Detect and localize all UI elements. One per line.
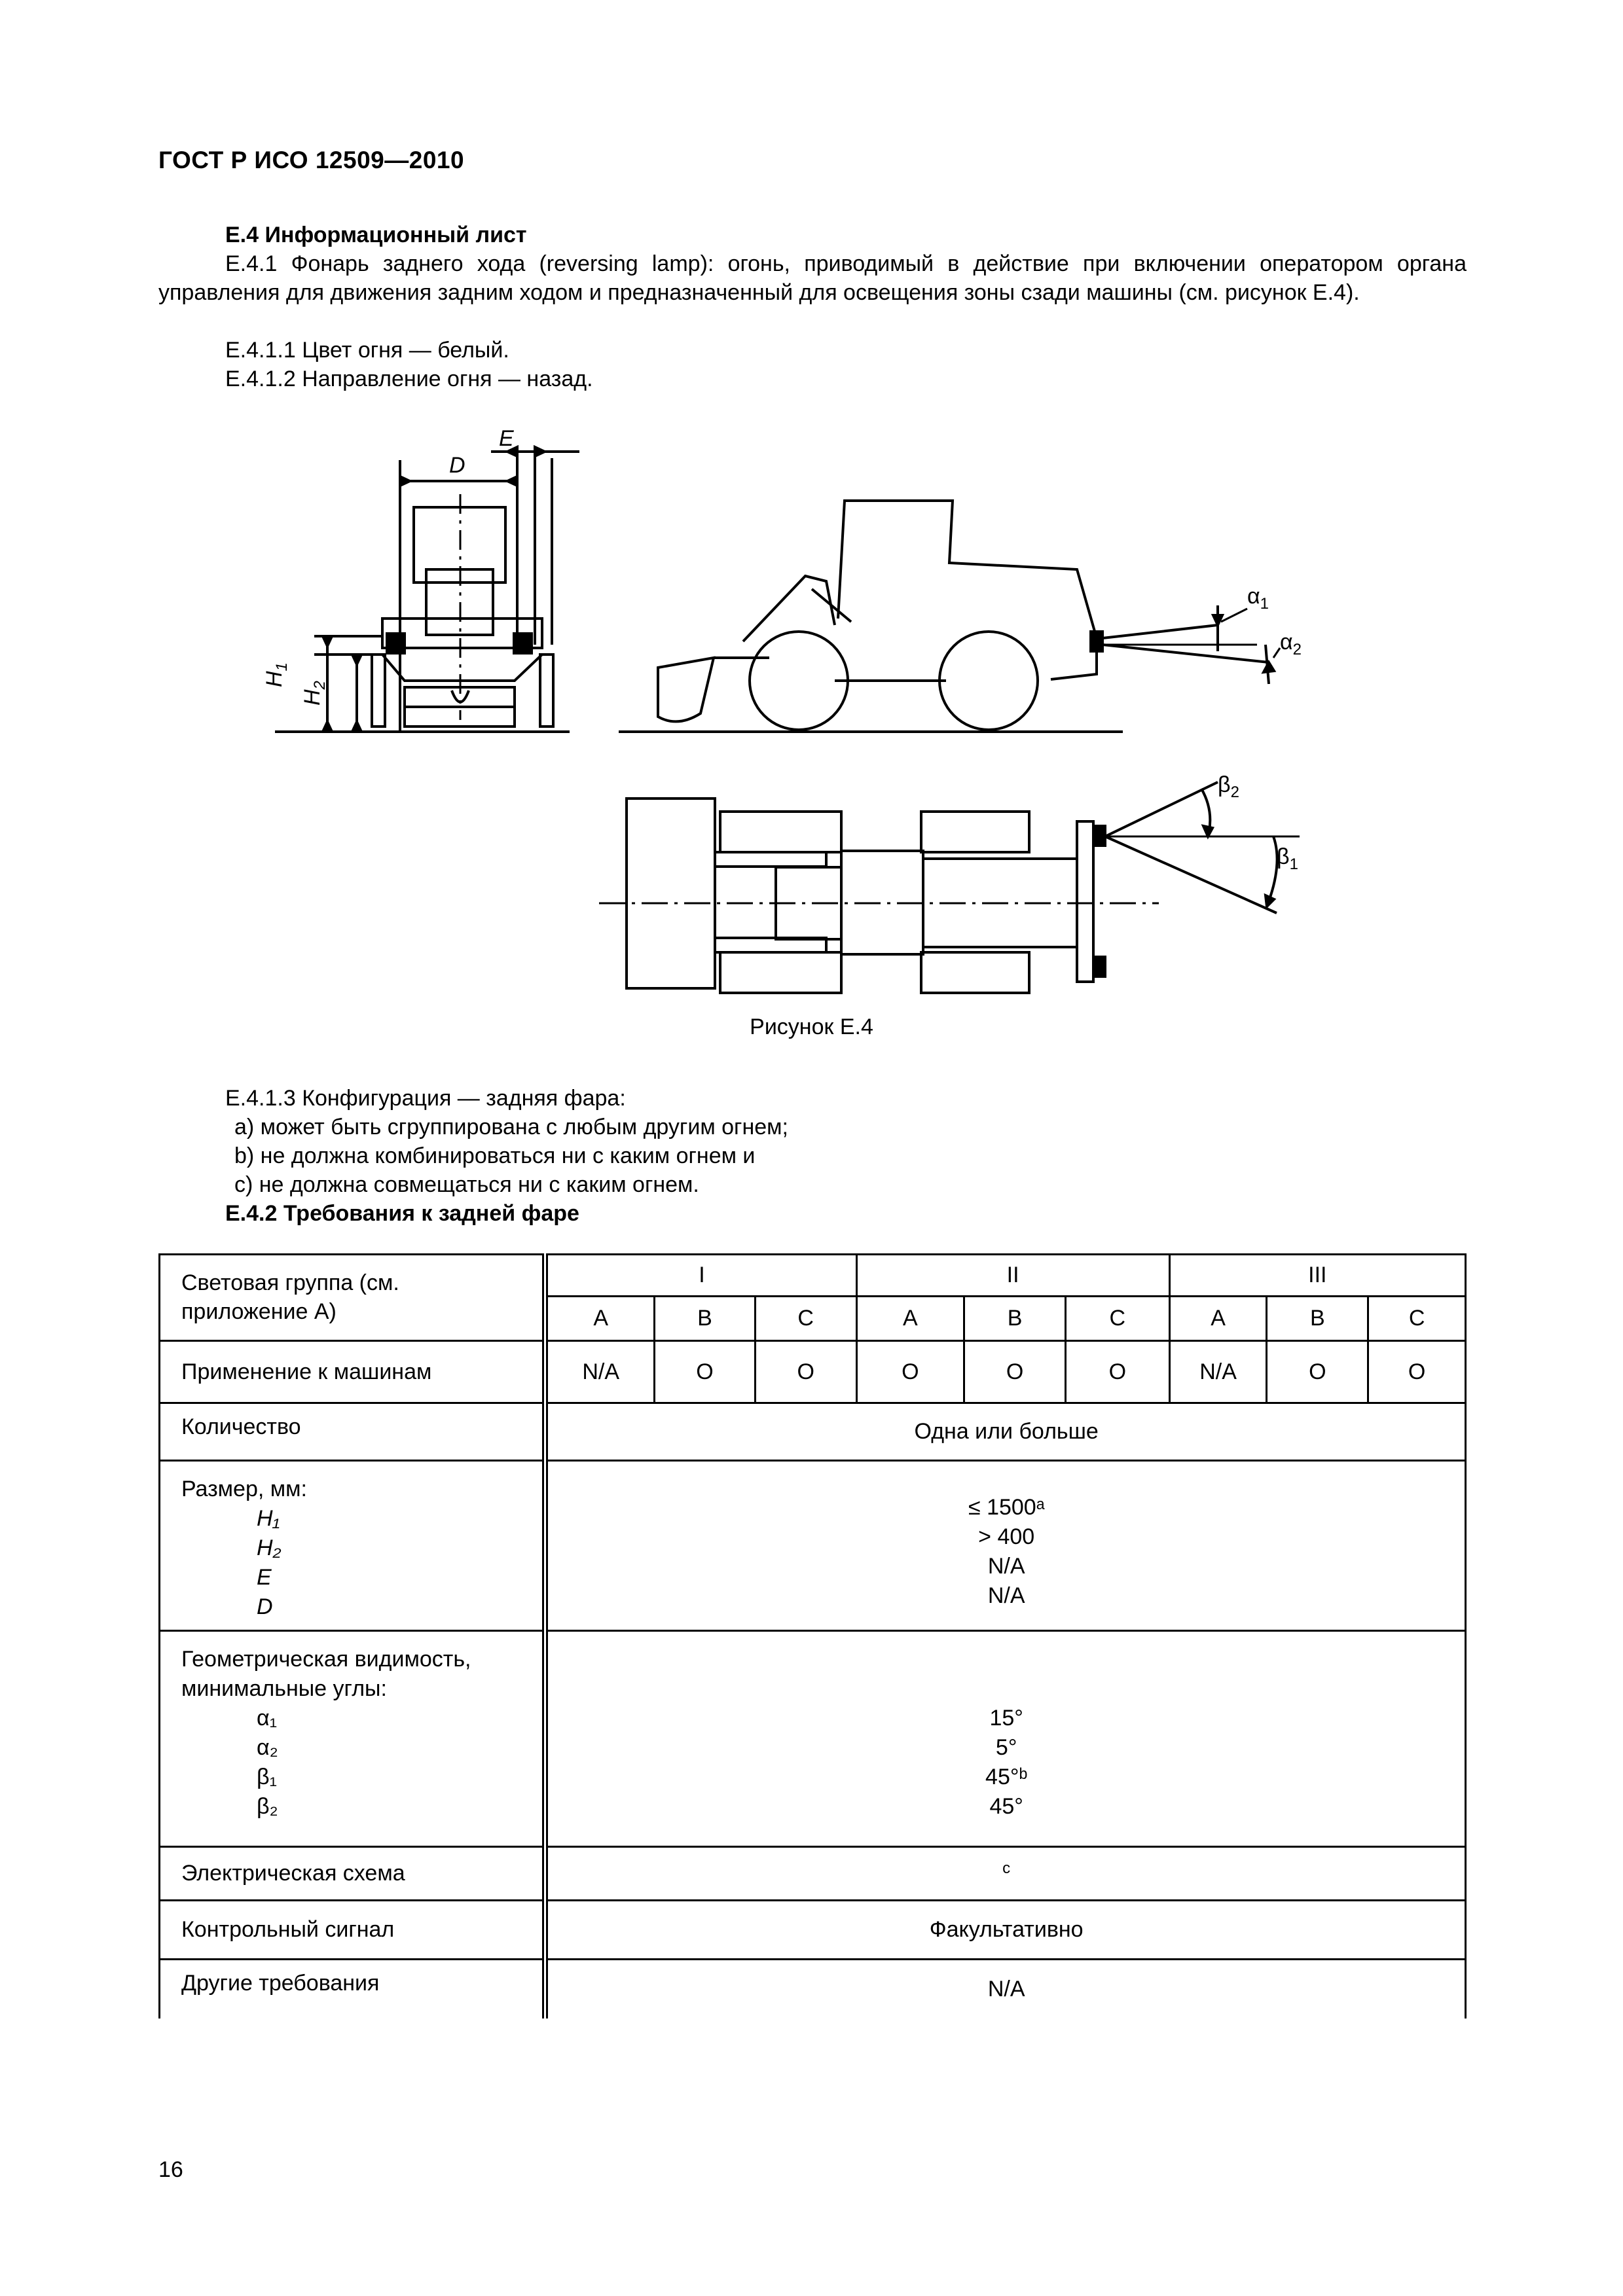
application-cell: N/A	[545, 1341, 655, 1403]
label-H1: $H_1$	[262, 662, 291, 687]
geometry-values	[545, 1631, 1466, 1847]
label-D: D	[449, 453, 465, 478]
geometry-label: минимальные углы:	[181, 1676, 387, 1701]
subgroup-cell: B	[655, 1297, 756, 1341]
paragraph-e413: Е.4.1.3 Конфигурация — задняя фара:	[225, 1086, 626, 1111]
subgroup-cell: A	[1169, 1297, 1267, 1341]
size-param: H₁	[257, 1506, 280, 1531]
application-cell: O	[1267, 1341, 1368, 1403]
size-label-cell	[160, 1461, 545, 1631]
geometry-value: 45°ᵇ	[985, 1765, 1028, 1789]
section-title: Е.4 Информационный лист	[225, 223, 527, 247]
application-cell: O	[964, 1341, 1066, 1403]
application-cell: O	[655, 1341, 756, 1403]
geometry-label: Геометрическая видимость,	[181, 1647, 471, 1672]
item-a: a) может быть сгруппирована с любым другим огнем;	[234, 1115, 788, 1139]
label-alpha2: $\alpha_2$	[1280, 630, 1302, 658]
figure-caption: Рисунок Е.4	[750, 1014, 873, 1039]
size-param: H₂	[257, 1535, 282, 1560]
application-label: Применение к машинам	[160, 1341, 545, 1403]
label-E: E	[499, 426, 514, 451]
quantity-label: Количество	[160, 1403, 545, 1461]
machine-side-view	[619, 501, 1280, 732]
application-cell: O	[755, 1341, 856, 1403]
control-value: Факультативно	[545, 1901, 1466, 1960]
machine-top-view	[599, 782, 1300, 993]
geometry-value: 15°	[989, 1706, 1023, 1731]
label-H2: $H_2$	[300, 681, 329, 706]
subgroup-cell: C	[755, 1297, 856, 1341]
group-label: Световая группа (см. приложение А)	[160, 1255, 545, 1341]
size-label: Размер, мм:	[181, 1477, 307, 1501]
group-header: III	[1169, 1255, 1465, 1297]
control-label: Контрольный сигнал	[160, 1901, 545, 1960]
paragraph-e411: Е.4.1.1 Цвет огня — белый.	[225, 338, 509, 363]
other-value: N/A	[545, 1960, 1466, 2018]
other-label: Другие требования	[160, 1960, 545, 2018]
paragraph-e41: Е.4.1 Фонарь заднего хода (reversing lamp): огонь, приводимый в действие при включении оператором органа управления для движения задним ходом и предназначенный для освещения зоны сзади машины (см. рисунок Е.4).	[158, 251, 1467, 305]
application-cell: O	[1368, 1341, 1466, 1403]
label-beta2: $\beta_2$	[1218, 772, 1239, 801]
label-alpha1: $\alpha_1$	[1247, 584, 1269, 613]
subgroup-cell: C	[1065, 1297, 1169, 1341]
geometry-param: β₂	[257, 1794, 278, 1819]
application-cell: O	[1065, 1341, 1169, 1403]
figure-e4	[0, 406, 1623, 1014]
paragraph-e412: Е.4.1.2 Направление огня — назад.	[225, 367, 593, 391]
section-e42: Е.4.2 Требования к задней фаре	[225, 1201, 579, 1226]
subgroup-cell: B	[964, 1297, 1066, 1341]
geometry-param: α₁	[257, 1706, 278, 1731]
size-value: N/A	[987, 1583, 1025, 1608]
subgroup-cell: B	[1267, 1297, 1368, 1341]
size-values	[545, 1461, 1466, 1631]
group-header: II	[856, 1255, 1169, 1297]
quantity-value: Одна или больше	[545, 1403, 1466, 1461]
document-header: ГОСТ Р ИСО 12509—2010	[158, 147, 465, 173]
item-b: b) не должна комбинироваться ни с каким огнем и	[234, 1143, 756, 1168]
size-param: D	[257, 1594, 273, 1619]
geometry-value: 5°	[995, 1735, 1017, 1760]
page-number: 16	[158, 2157, 183, 2182]
label-beta1: $\beta_1$	[1277, 844, 1298, 873]
geometry-param: β₁	[257, 1765, 278, 1789]
group-header: I	[545, 1255, 856, 1297]
electric-value: c	[545, 1847, 1466, 1901]
geometry-param: α₂	[257, 1735, 278, 1760]
application-cell: N/A	[1169, 1341, 1267, 1403]
size-value: > 400	[978, 1524, 1035, 1549]
item-c: c) не должна совмещаться ни с каким огнем.	[234, 1172, 699, 1197]
size-param: E	[257, 1565, 272, 1590]
size-value: ≤ 1500ᵃ	[968, 1495, 1045, 1520]
subgroup-cell: A	[856, 1297, 964, 1341]
electric-label: Электрическая схема	[160, 1847, 545, 1901]
subgroup-cell: C	[1368, 1297, 1466, 1341]
subgroup-cell: A	[545, 1297, 655, 1341]
requirements-table	[158, 1253, 1467, 2018]
application-cell: O	[856, 1341, 964, 1403]
size-value: N/A	[987, 1554, 1025, 1579]
geometry-label-cell	[160, 1631, 545, 1847]
geometry-value: 45°	[989, 1794, 1023, 1819]
